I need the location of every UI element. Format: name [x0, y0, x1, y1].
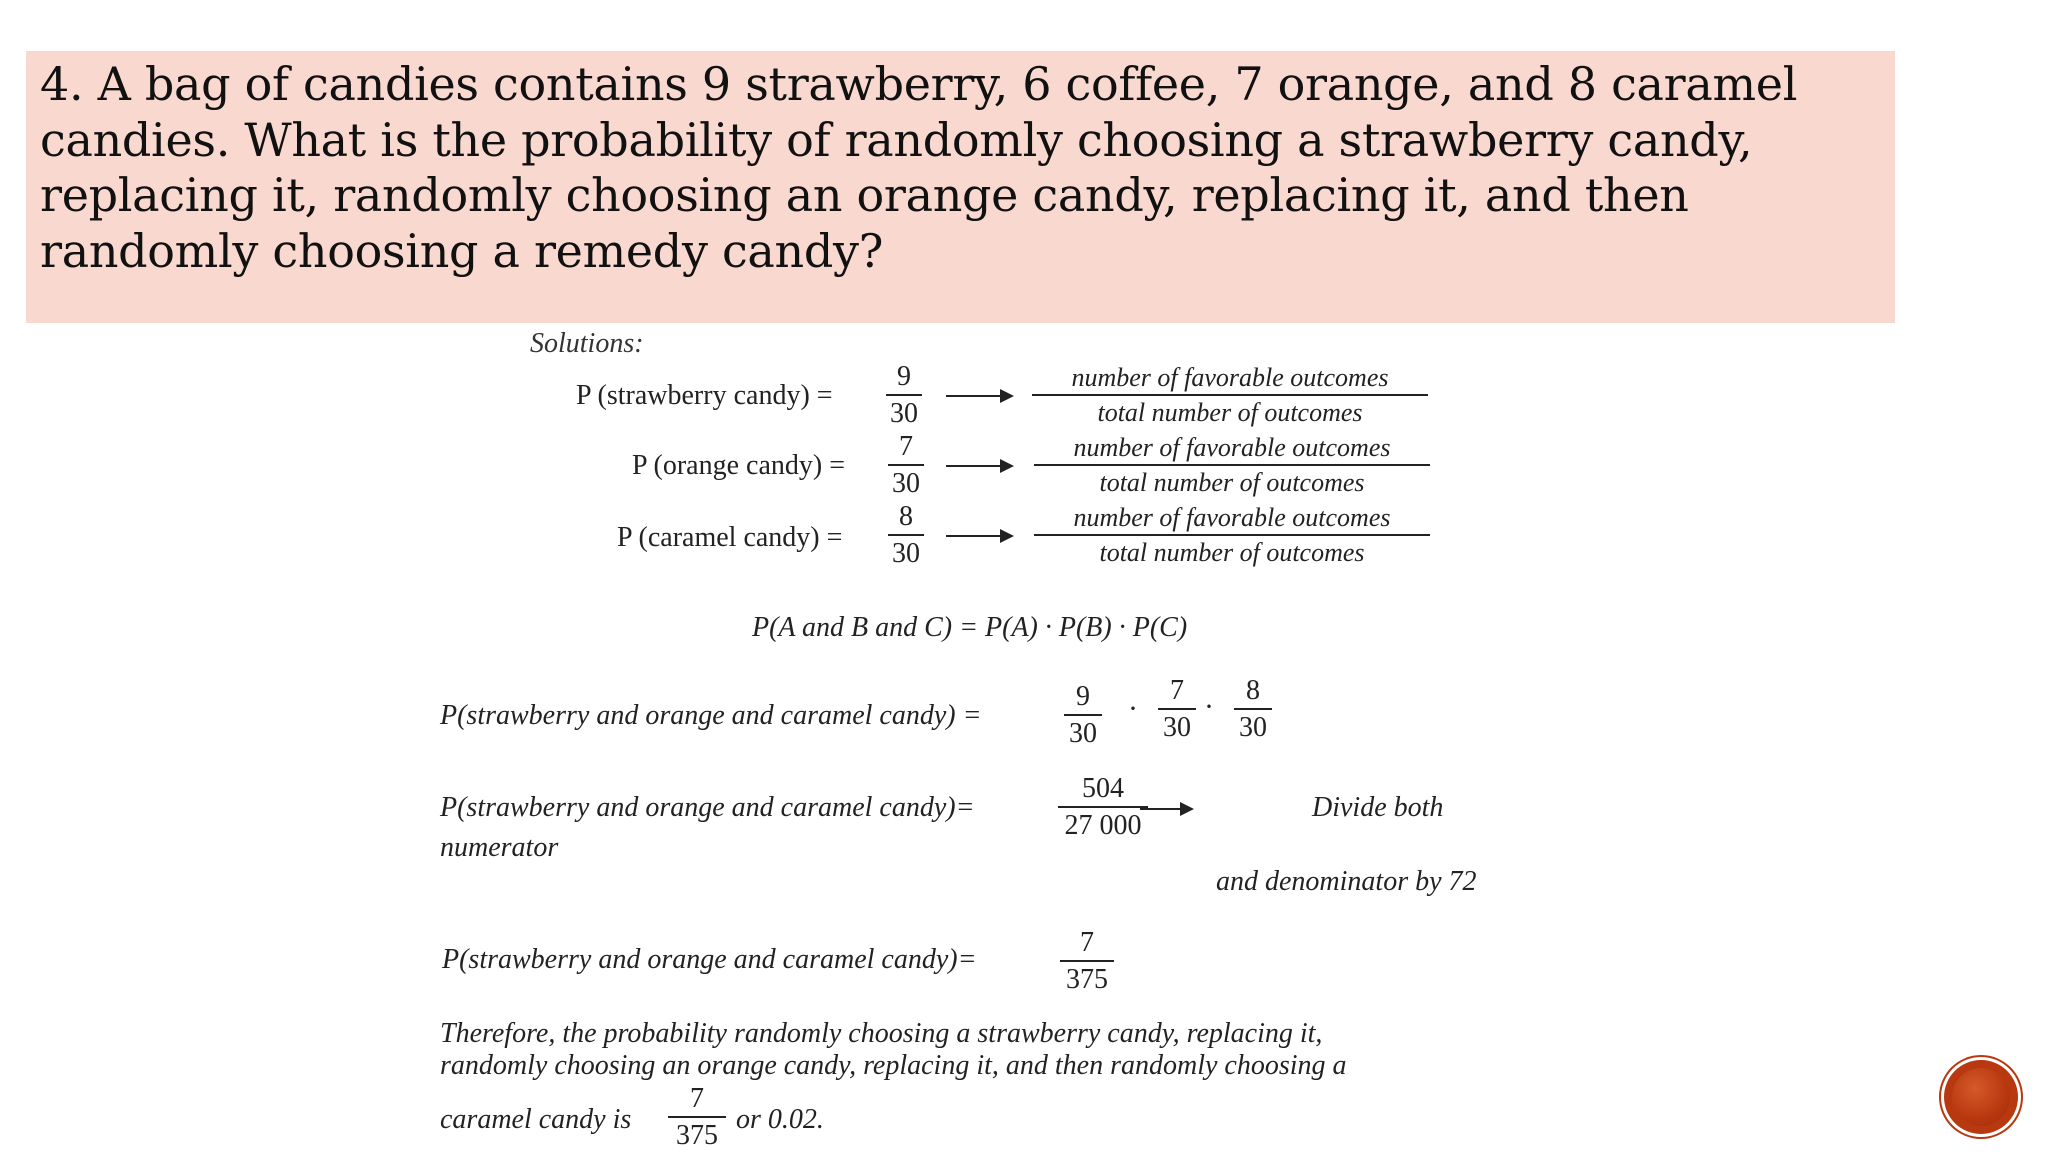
fraction-denominator: 30	[1163, 712, 1191, 744]
divide-note-numerator: numerator	[440, 832, 559, 863]
fraction-numerator: 7	[899, 431, 913, 462]
conclusion-line1: Therefore, the probability randomly choosing a strawberry candy, replacing it,	[440, 1018, 1323, 1049]
conclusion-fraction	[668, 1084, 726, 1151]
fraction-bar	[886, 394, 922, 396]
fraction-bar	[1058, 806, 1148, 808]
p-strawberry-label: P (strawberry candy) =	[576, 380, 833, 411]
arrow-icon	[946, 465, 1012, 467]
step1-fraction-strawberry	[1064, 682, 1102, 749]
step1-fraction-caramel	[1234, 676, 1272, 743]
step1-label: P(strawberry and orange and caramel candy) =	[440, 700, 982, 731]
definition-denominator: total number of outcomes	[1099, 468, 1365, 498]
fraction-numerator: 8	[1246, 675, 1260, 706]
fraction-numerator: 504	[1082, 773, 1124, 804]
fraction-numerator: 8	[899, 501, 913, 532]
arrow-icon	[946, 535, 1012, 537]
conclusion-line2: randomly choosing an orange candy, replacing it, and then randomly choosing a	[440, 1050, 1347, 1081]
fraction-bar	[1158, 708, 1196, 710]
arrow-icon	[946, 395, 1012, 397]
multiply-dot: ·	[1204, 690, 1214, 723]
fraction-bar	[1234, 708, 1272, 710]
definition-denominator: total number of outcomes	[1099, 538, 1365, 568]
multiplication-rule-formula: P(A and B and C) = P(A) · P(B) · P(C)	[752, 612, 1188, 643]
fraction-numerator: 9	[897, 361, 911, 392]
conclusion-line3-start: caramel candy is	[440, 1104, 632, 1135]
definition-denominator: total number of outcomes	[1097, 398, 1363, 428]
p-caramel-definition	[1034, 504, 1430, 567]
question-banner	[26, 51, 1895, 323]
fraction-numerator: 9	[1076, 681, 1090, 712]
fraction-bar	[1034, 464, 1430, 466]
p-orange-label: P (orange candy) =	[632, 450, 846, 481]
step3-fraction	[1060, 928, 1114, 995]
fraction-denominator: 30	[890, 398, 918, 430]
p-strawberry-definition	[1032, 364, 1428, 427]
p-orange-fraction	[888, 432, 924, 499]
p-strawberry-fraction	[886, 362, 922, 429]
fraction-bar	[1060, 960, 1114, 962]
fraction-numerator: 7	[1170, 675, 1184, 706]
fraction-denominator: 30	[1239, 712, 1267, 744]
step2-fraction	[1058, 774, 1148, 841]
definition-numerator: number of favorable outcomes	[1073, 503, 1391, 532]
conclusion-line3-end: or 0.02.	[736, 1104, 824, 1135]
fraction-denominator: 30	[1069, 718, 1097, 750]
fraction-denominator: 375	[676, 1120, 718, 1152]
fraction-denominator: 27 000	[1064, 810, 1142, 842]
fraction-denominator: 30	[892, 538, 920, 570]
divide-note-line2: and denominator by 72	[1216, 866, 1477, 897]
definition-numerator: number of favorable outcomes	[1073, 433, 1391, 462]
fraction-bar	[888, 464, 924, 466]
p-orange-definition	[1034, 434, 1430, 497]
multiply-dot: ·	[1128, 692, 1138, 725]
step1-fraction-orange	[1158, 676, 1196, 743]
navigation-button[interactable]	[1944, 1060, 2018, 1134]
solutions-label: Solutions:	[530, 328, 644, 359]
fraction-denominator: 375	[1066, 964, 1108, 996]
p-caramel-fraction	[888, 502, 924, 569]
fraction-bar	[668, 1116, 726, 1118]
arrow-icon	[1140, 808, 1192, 810]
step2-label: P(strawberry and orange and caramel candy)=	[440, 792, 975, 823]
step3-label: P(strawberry and orange and caramel candy)=	[442, 944, 977, 975]
fraction-bar	[1034, 534, 1430, 536]
p-caramel-label: P (caramel candy) =	[617, 522, 843, 553]
fraction-bar	[888, 534, 924, 536]
question-text: 4. A bag of candies contains 9 strawberry, 6 coffee, 7 orange, and 8 caramel candies. What is the probability of randomly choosing a strawberry candy, replacing it, randomly choosing an orange candy, replacing it, and then randomly choosing a remedy candy?	[40, 57, 1798, 278]
fraction-bar	[1064, 714, 1102, 716]
fraction-numerator: 7	[1080, 927, 1094, 958]
divide-note-line1: Divide both	[1312, 792, 1444, 823]
fraction-denominator: 30	[892, 468, 920, 500]
fraction-numerator: 7	[690, 1083, 704, 1114]
definition-numerator: number of favorable outcomes	[1071, 363, 1389, 392]
fraction-bar	[1032, 394, 1428, 396]
